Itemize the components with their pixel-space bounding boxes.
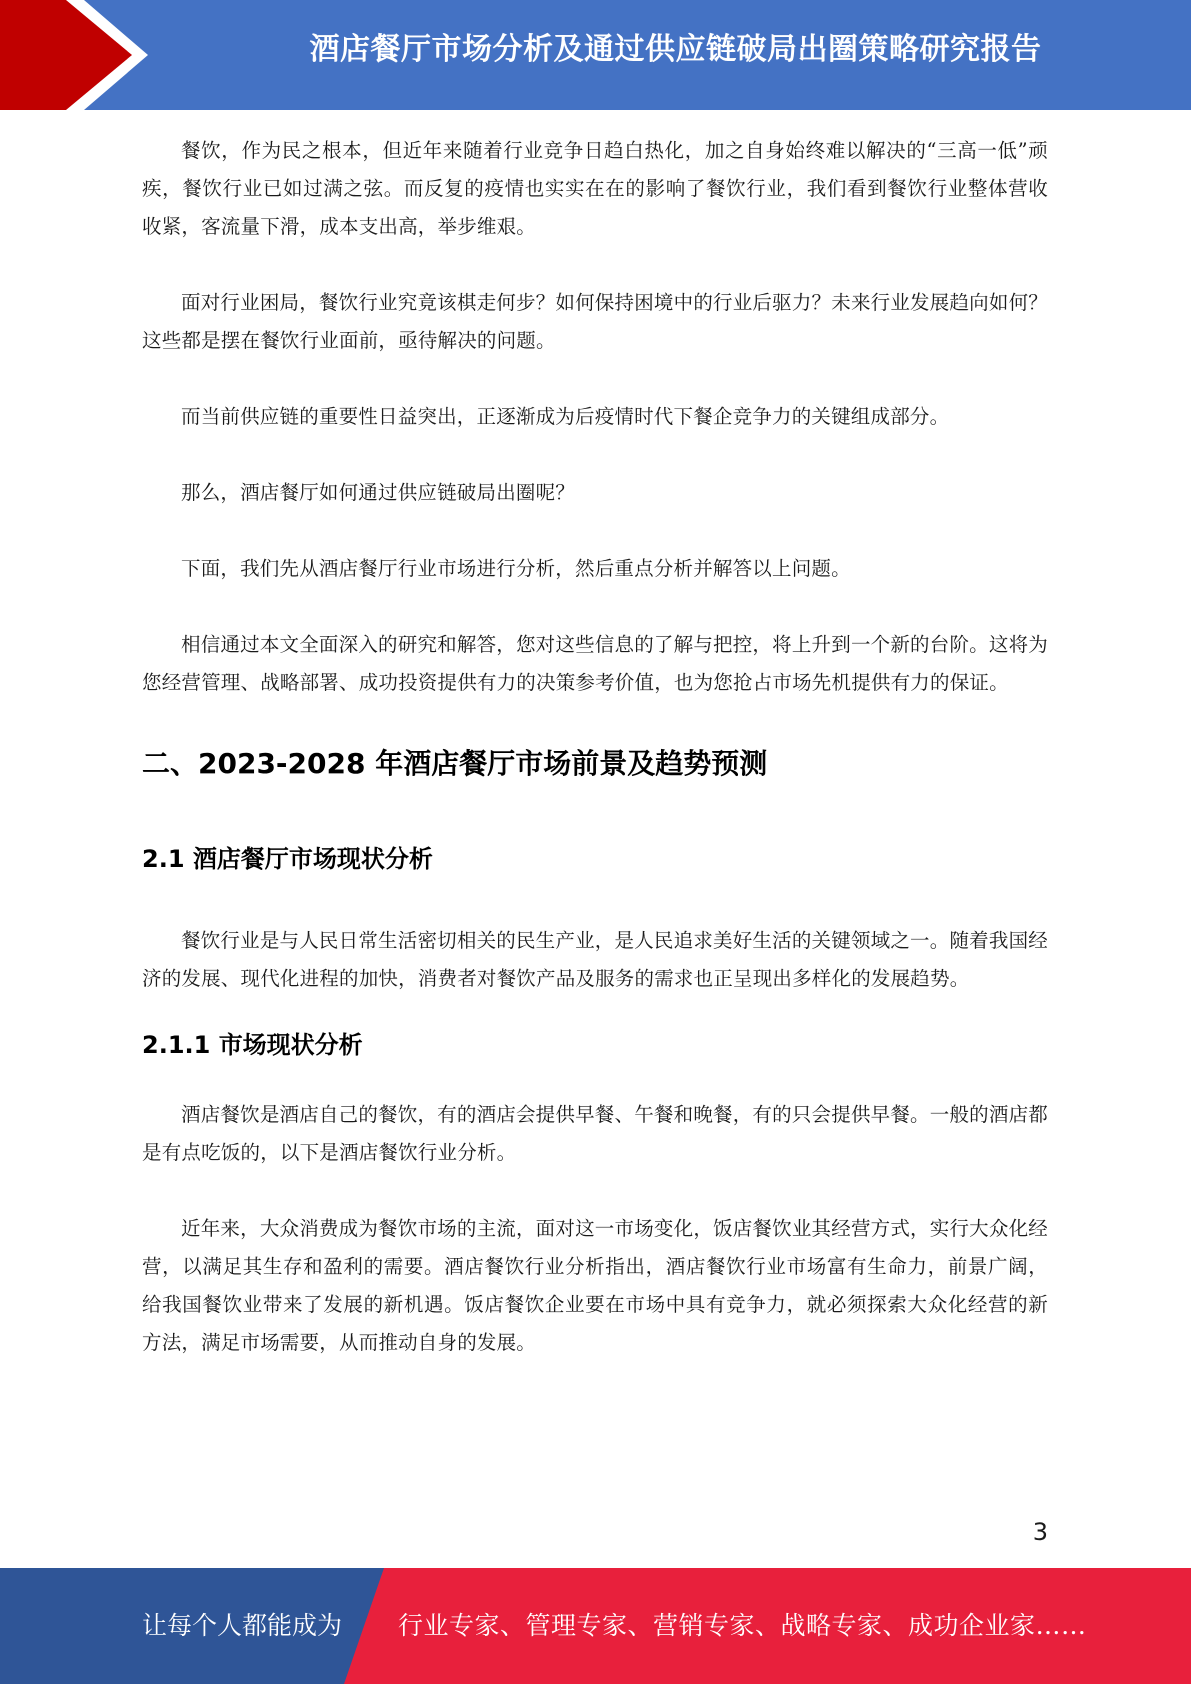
section-2-1-paragraph: 餐饮行业是与人民日常生活密切相关的民生产业，是人民追求美好生活的关键领域之一。随着我国经济的发展、现代化进程的加快，消费者对餐饮产品及服务的需求也正呈现出多样化的发展趋势。: [142, 929, 1048, 990]
section-2-1-1-paragraph-1: 酒店餐饮是酒店自己的餐饮，有的酒店会提供早餐、午餐和晚餐，有的只会提供早餐。一般的酒店都是有点吃饭的，以下是酒店餐饮行业分析。: [142, 1103, 1048, 1164]
intro-paragraph-3: 而当前供应链的重要性日益突出，正逐渐成为后疫情时代下餐企竞争力的关键组成部分。: [181, 405, 950, 428]
intro-paragraph-2: 面对行业困局，餐饮行业究竟该棋走何步？如何保持困境中的行业后驱力？未来行业发展趋向如何？这些都是摆在餐饮行业面前，亟待解决的问题。: [142, 291, 1048, 352]
section-2-heading: 二、2023-2028 年酒店餐厅市场前景及趋势预测: [142, 747, 768, 780]
footer-slogan-right: 行业专家、管理专家、营销专家、战略专家、成功企业家……: [398, 1611, 1087, 1640]
red-chevron-decoration: [0, 0, 160, 110]
intro-paragraph-1: 餐饮，作为民之根本，但近年来随着行业竞争日趋白热化，加之自身始终难以解决的“三高一低”顽疾，餐饮行业已如过满之弦。而反复的疫情也实实在在的影响了餐饮行业，我们看到餐饮行业整体营收收紧，客流量下滑，成本支出高，举步维艰。: [142, 139, 1048, 238]
intro-paragraph-5: 下面，我们先从酒店餐厅行业市场进行分析，然后重点分析并解答以上问题。: [181, 557, 851, 580]
intro-paragraph-4: 那么，酒店餐厅如何通过供应链破局出圈呢？: [181, 481, 576, 504]
page-number: 3: [1032, 1518, 1048, 1546]
section-2-1-1-paragraph-2: 近年来，大众消费成为餐饮市场的主流，面对这一市场变化，饭店餐饮业其经营方式，实行大众化经营，以满足其生存和盈利的需要。酒店餐饮行业分析指出，酒店餐饮行业市场富有生命力，前景广阔，给我国餐饮业带来了发展的新机遇。饭店餐饮企业要在市场中具有竞争力，就必须探索大众化经营的新方法，满足市场需要，从而推动自身的发展。: [142, 1217, 1048, 1354]
page-content: [142, 132, 1048, 1362]
report-title: 酒店餐厅市场分析及通过供应链破局出圈策略研究报告: [309, 32, 1042, 67]
footer-banner: [0, 1568, 1191, 1684]
intro-paragraph-6: 相信通过本文全面深入的研究和解答，您对这些信息的了解与把控，将上升到一个新的台阶。这将为您经营管理、战略部署、成功投资提供有力的决策参考价值，也为您抢占市场先机提供有力的保证。: [142, 633, 1048, 694]
section-2-1-heading: 2.1 酒店餐厅市场现状分析: [142, 845, 433, 873]
footer-slogan-left: 让每个人都能成为: [142, 1611, 343, 1640]
header-banner: [0, 0, 1191, 110]
section-2-1-1-heading: 2.1.1 市场现状分析: [142, 1031, 363, 1059]
